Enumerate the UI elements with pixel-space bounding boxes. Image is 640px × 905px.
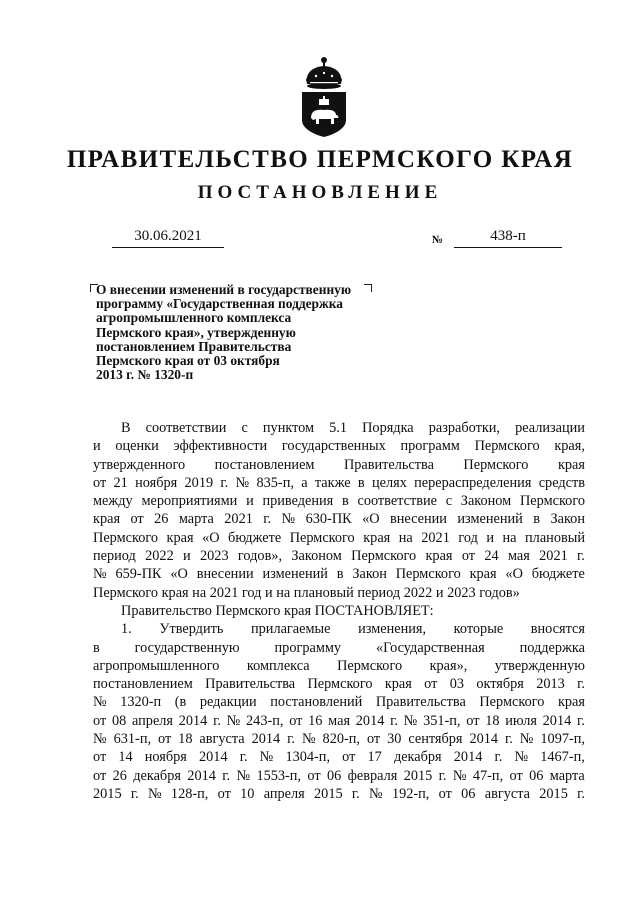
body-word: реализации [515, 420, 585, 436]
body-word: края [166, 529, 194, 546]
body-word: 659-ПК [115, 566, 162, 583]
body-word: и [486, 529, 495, 546]
body-line [93, 492, 585, 510]
body-word: 2014 [355, 712, 385, 729]
body-word: 18 [485, 712, 500, 729]
body-word: целях [371, 474, 407, 491]
body-word: средств [538, 474, 585, 491]
body-word: от [158, 731, 172, 748]
body-word: между [93, 493, 133, 510]
body-word: г. [287, 731, 295, 748]
body-word: августа [199, 731, 245, 748]
subject-line: постановлением Правительства [96, 338, 292, 354]
body-word: от [217, 785, 231, 802]
body-word: оценки [115, 438, 159, 455]
body-word: от [461, 548, 476, 565]
body-word: 243-п, [246, 712, 284, 729]
subject-line: программу «Государственная поддержка [96, 296, 343, 312]
body-word: 2015 [314, 785, 343, 802]
body-word: декабря [133, 767, 181, 784]
body-line [93, 474, 585, 492]
number-sign: № [432, 234, 444, 246]
body-word: № [93, 694, 107, 711]
body-word: края [469, 566, 497, 583]
body-line [93, 437, 585, 455]
body-line [93, 767, 585, 785]
body-word: Пермского [93, 529, 159, 546]
body-word: Закон [352, 566, 387, 583]
body-word: также [314, 474, 351, 491]
body-word: г. [263, 511, 272, 528]
body-word: 18 [178, 731, 193, 748]
body-word: 16 [308, 712, 323, 729]
body-word: от [366, 731, 381, 748]
body-word: 835-п, [256, 474, 294, 491]
body-word: 14 [118, 749, 133, 766]
document-number: 438-п [454, 228, 562, 248]
perm-krai-coat-of-arms-emblem [298, 54, 350, 138]
body-word: марта [178, 511, 214, 528]
body-word: г. [577, 548, 585, 565]
body-word: г. [390, 712, 398, 729]
body-word: государственных [281, 438, 386, 455]
body-word: Пермского [463, 456, 529, 473]
body-word: год [458, 529, 478, 546]
body-word: в [336, 566, 344, 583]
body-word: а [301, 474, 308, 491]
body-word: мая [328, 712, 351, 729]
body-word: 631-п, [113, 731, 152, 748]
body-word: от [466, 712, 480, 729]
body-word: в [533, 511, 541, 528]
body-word: соответствие [357, 493, 437, 510]
body-word: Правительства [343, 456, 434, 473]
body-word: от [307, 767, 321, 784]
body-line [93, 730, 585, 748]
body-word: соответствии [145, 420, 227, 436]
subject-line: Пермского края от 03 октября [96, 353, 280, 369]
body-word: утвержденную [494, 657, 585, 674]
body-word: октября [476, 676, 524, 693]
body-word: мероприятиями [141, 493, 238, 510]
body-word: апреля [131, 712, 173, 729]
body-word: пунктом [262, 420, 315, 436]
body-word: г. [438, 767, 447, 784]
body-word: г. [576, 712, 585, 729]
body-word: 26 [154, 511, 169, 528]
body-word: 192-п, [391, 785, 430, 802]
body-word: 10 [240, 785, 255, 802]
body-word: № [301, 731, 316, 748]
body-word: Пермского [337, 657, 403, 674]
body-word: 2013 [536, 676, 565, 693]
body-word: Правительства [375, 694, 466, 711]
body-line [93, 748, 585, 766]
body-word: 2014 [469, 731, 499, 748]
body-word: в [341, 493, 349, 510]
body-word: и [93, 438, 101, 455]
body-word: края [557, 694, 585, 711]
body-word: поддержка [519, 639, 585, 656]
body-word: апреля [263, 785, 305, 802]
body-word: 17 [367, 749, 382, 766]
body-word: от [93, 712, 107, 729]
body-word: 1553-п, [256, 767, 302, 784]
body-word: период [93, 548, 136, 565]
document-subject [96, 283, 406, 382]
subject-line: О внесении изменений в государственную [96, 282, 352, 297]
body-word: с [445, 493, 453, 510]
body-line [93, 529, 585, 547]
body-line [93, 712, 585, 730]
body-word: с [241, 420, 248, 436]
body-word: годов», [237, 548, 283, 565]
body-word: 30 [387, 731, 402, 748]
body-word: от [93, 767, 107, 784]
body-word: государственную [134, 639, 240, 656]
body-word: и [246, 493, 254, 510]
body-word: перераспределения [414, 474, 532, 491]
body-word: 2019 [184, 474, 214, 491]
subject-line: Пермского края», утвержденную [96, 324, 296, 340]
body-word: 2014 [251, 731, 281, 748]
body-word: края [363, 529, 391, 546]
body-word: 1304-п, [285, 749, 331, 766]
body-word: 2014 [187, 767, 216, 784]
body-word: г. [505, 731, 513, 748]
body-word: плановый [525, 529, 585, 546]
body-word: № [259, 749, 274, 766]
document-date: 30.06.2021 [112, 228, 224, 248]
body-word: «О [505, 566, 523, 583]
body-word: 2021 [224, 511, 253, 528]
body-word: изменений [262, 566, 328, 583]
body-word: программ [400, 438, 460, 455]
body-word: г. [213, 712, 221, 729]
body-word: от [342, 749, 356, 766]
body-line [93, 785, 585, 803]
body-word: «О [362, 511, 380, 528]
body-word: изменения, [358, 621, 427, 638]
body-word: комплекса [246, 657, 310, 674]
body-word: № [403, 712, 418, 729]
body-word: 21 [113, 474, 128, 491]
body-word: г. [494, 749, 503, 766]
body-word: бюджете [228, 529, 282, 546]
body-word: на [502, 529, 517, 546]
body-word: от [438, 785, 452, 802]
body-word: агропромышленного [93, 657, 220, 674]
body-word: 26 [112, 767, 127, 784]
body-word: края [425, 548, 453, 565]
body-word: 06 [326, 767, 342, 784]
body-word: от [424, 676, 438, 693]
body-word: Пермского [351, 548, 417, 565]
body-word: 2014 [542, 712, 572, 729]
body-word: г. [130, 785, 139, 802]
body-word: № [452, 767, 467, 784]
body-word: редакции [199, 694, 257, 711]
body-line [93, 675, 585, 693]
body-word: 1467-п, [540, 749, 585, 766]
body-word: утвержденного [93, 456, 186, 473]
body-line [93, 639, 585, 657]
body-word: Пермского [474, 438, 540, 455]
body-word: февраля [347, 767, 398, 784]
body-word: 47-п, [472, 767, 504, 784]
body-word: вносятся [530, 621, 585, 638]
body-word: 2023 [200, 548, 229, 565]
body-word: края», [429, 657, 468, 674]
body-word: которые [453, 621, 504, 638]
body-word: 06 [529, 767, 544, 784]
body-line [93, 657, 585, 675]
body-word: в [357, 474, 365, 491]
body-word: прилагаемые [251, 621, 331, 638]
body-word: от [509, 767, 523, 784]
body-word: края [93, 511, 121, 528]
body-word: изменений [457, 511, 523, 528]
body-word: края [557, 456, 585, 473]
body-word: Пермского [479, 694, 545, 711]
subject-line: агропромышленного комплекса [96, 310, 292, 326]
body-word: 1. [121, 621, 132, 638]
body-word: в [93, 639, 100, 656]
body-word: № [235, 474, 250, 491]
body-line [93, 565, 585, 583]
body-word: Правительства [205, 676, 296, 693]
body-word: постановлений [270, 694, 363, 711]
body-word: 03 [449, 676, 465, 693]
body-word: внесении [390, 511, 447, 528]
body-word: декабря [393, 749, 442, 766]
body-word: Пермского [289, 529, 355, 546]
body-word: 06 [461, 785, 476, 802]
body-word: разработки, [428, 420, 501, 436]
body-line [93, 419, 585, 437]
body-word: 2015 [539, 785, 568, 802]
body-line [93, 456, 585, 474]
body-word: № [281, 511, 296, 528]
body-line [93, 547, 585, 565]
body-word: Утвердить [159, 621, 224, 638]
body-word: Законом [291, 548, 342, 565]
body-word: г. [220, 474, 229, 491]
body-word: 2014 [178, 712, 208, 729]
body-word: г. [351, 785, 360, 802]
body-word: Порядка [362, 420, 414, 436]
body-word: августа [484, 785, 530, 802]
body-word: г. [239, 749, 248, 766]
body-word: В [121, 420, 131, 436]
body-word: № [226, 712, 241, 729]
document-type-title: ПОСТАНОВЛЕНИЕ [197, 182, 443, 203]
body-word: № [369, 785, 383, 802]
body-word: эффективности [173, 438, 268, 455]
body-word: от [130, 511, 144, 528]
body-word: № [147, 785, 162, 802]
body-word: июля [505, 712, 537, 729]
body-word: (в [174, 694, 187, 711]
body-word: мая [507, 548, 530, 565]
body-word: ноября [135, 474, 178, 491]
body-word: 351-п, [423, 712, 461, 729]
body-word: 630-ПК [305, 511, 352, 528]
body-word: № [93, 731, 107, 748]
body-word: Законом [460, 493, 512, 510]
body-line [93, 510, 585, 528]
body-word: № [519, 731, 534, 748]
body-word: № [93, 566, 107, 583]
body-word: 2021 [421, 529, 450, 546]
body-word: края, [554, 438, 585, 455]
body-word: от [93, 749, 107, 766]
body-word: внесении [196, 566, 254, 583]
body-word: г. [577, 785, 585, 802]
body-word: постановлением [214, 456, 315, 473]
body-word: «Государственная [375, 639, 485, 656]
subject-line: 2013 г. № 1320-п [96, 367, 194, 383]
body-word: программу [274, 639, 342, 656]
body-word: Пермского [307, 676, 373, 693]
body-line [93, 620, 585, 638]
body-word: г. [577, 676, 585, 693]
document-body [93, 419, 585, 803]
body-word: приведения [262, 493, 334, 510]
body-word: 5.1 [329, 420, 348, 436]
body-word: 128-п, [170, 785, 209, 802]
body-word: от [289, 712, 303, 729]
body-word: Пермского [395, 566, 461, 583]
body-word: ноября [144, 749, 187, 766]
body-word: 24 [484, 548, 499, 565]
body-word: 2014 [199, 749, 228, 766]
body-word: 2021 [539, 548, 568, 565]
body-word: Закон [550, 511, 585, 528]
body-word: 1320-п [120, 694, 162, 711]
body-word: Пермского [519, 493, 585, 510]
government-title: ПРАВИТЕЛЬСТВО ПЕРМСКОГО КРАЯ [66, 146, 574, 173]
body-word: «О [170, 566, 188, 583]
body-word: 08 [111, 712, 127, 729]
body-line: Пермского края на 2021 год и на плановый период 2022 и 2023 годов» [93, 584, 520, 601]
body-word: г. [222, 767, 231, 784]
body-word: постановлением [93, 676, 193, 693]
body-word: марта [549, 767, 585, 784]
body-word: сентября [408, 731, 463, 748]
body-word: от [93, 474, 107, 491]
body-line: Правительство Пермского края ПОСТАНОВЛЯЕТ: [121, 602, 434, 619]
body-word: края [384, 676, 412, 693]
body-word: на [398, 529, 413, 546]
body-word: «О [202, 529, 220, 546]
body-word: № [514, 749, 529, 766]
body-line [93, 693, 585, 711]
body-word: 2015 [403, 767, 433, 784]
body-word: 2014 [453, 749, 483, 766]
body-word: 2022 [145, 548, 174, 565]
body-word: 2015 [93, 785, 122, 802]
body-word: 1097-п, [540, 731, 585, 748]
body-word: и [183, 548, 191, 565]
body-word: № [236, 767, 251, 784]
body-word: 820-п, [322, 731, 360, 748]
body-word: бюджете [531, 566, 585, 583]
